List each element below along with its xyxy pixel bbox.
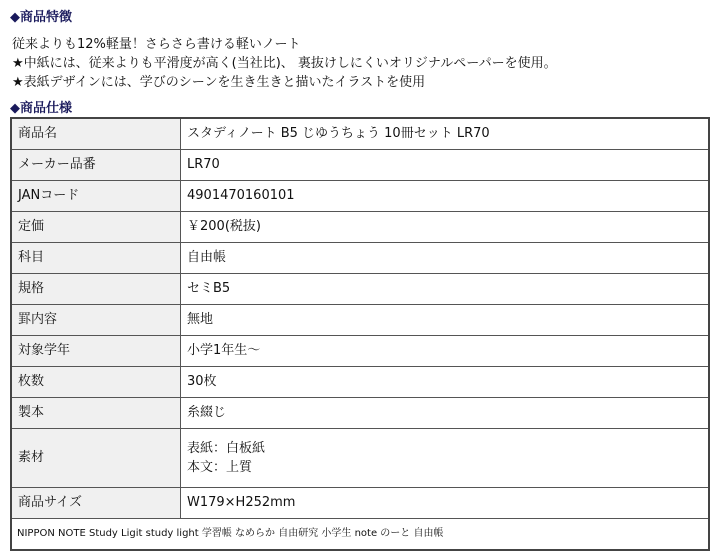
spec-row-format — [11, 274, 709, 305]
spec-row-sheets — [11, 367, 709, 398]
spec-value: 自由帳 — [181, 243, 710, 274]
spec-value: 糸綴じ — [181, 398, 710, 429]
spec-table — [10, 117, 710, 551]
spec-row-model-number — [11, 150, 709, 181]
spec-value: 小学1年生〜 — [181, 336, 710, 367]
spec-row-subject — [11, 243, 709, 274]
spec-row-jan-code — [11, 181, 709, 212]
spec-row-price — [11, 212, 709, 243]
spec-value: W179×H252mm — [181, 488, 710, 519]
spec-label: 対象学年 — [11, 336, 181, 367]
spec-label: 製本 — [11, 398, 181, 429]
spec-value: セミB5 — [181, 274, 710, 305]
spec-row-material — [11, 429, 709, 488]
feature-line: 従来よりも12%軽量！さらさら書ける軽いノート — [12, 37, 301, 52]
spec-value — [181, 429, 710, 488]
spec-value: ￥200(税抜) — [181, 212, 710, 243]
spec-label: 商品名 — [11, 118, 181, 150]
spec-label: 罫内容 — [11, 305, 181, 336]
feature-line: ★中紙には、従来よりも平滑度が高く(当社比)、 裏抜けしにくいオリジナルペーパーを使用。 — [12, 56, 557, 71]
spec-label: 商品サイズ — [11, 488, 181, 519]
spec-row-grade — [11, 336, 709, 367]
spec-label: 科目 — [11, 243, 181, 274]
spec-value: 4901470160101 — [181, 181, 710, 212]
spec-value: 無地 — [181, 305, 710, 336]
features-heading: ◆商品特徴 — [10, 10, 72, 25]
spec-row-product-name — [11, 118, 709, 150]
keyword-tags: NIPPON NOTE Study Ligit study light 学習帳 なめらか 自由研究 小学生 note のーと 自由帳 — [11, 519, 709, 551]
feature-line: ★表紙デザインには、学びのシーンを生き生きと描いたイラストを使用 — [12, 75, 426, 90]
spec-label: JANコード — [11, 181, 181, 212]
spec-row-ruling — [11, 305, 709, 336]
spec-label: 定価 — [11, 212, 181, 243]
spec-value: 30枚 — [181, 367, 710, 398]
spec-row-binding — [11, 398, 709, 429]
spec-value: スタディノート B5 じゆうちょう 10冊セット LR70 — [181, 118, 710, 150]
spec-label: メーカー品番 — [11, 150, 181, 181]
spec-row-size — [11, 488, 709, 519]
spec-label: 枚数 — [11, 367, 181, 398]
spec-row-tags — [11, 519, 709, 551]
material-line: 表紙：白板紙 — [187, 441, 266, 456]
features-list — [12, 35, 557, 92]
material-line: 本文：上質 — [187, 460, 253, 475]
specs-heading: ◆商品仕様 — [10, 101, 72, 116]
spec-value: LR70 — [181, 150, 710, 181]
spec-label: 素材 — [11, 429, 181, 488]
spec-label: 規格 — [11, 274, 181, 305]
